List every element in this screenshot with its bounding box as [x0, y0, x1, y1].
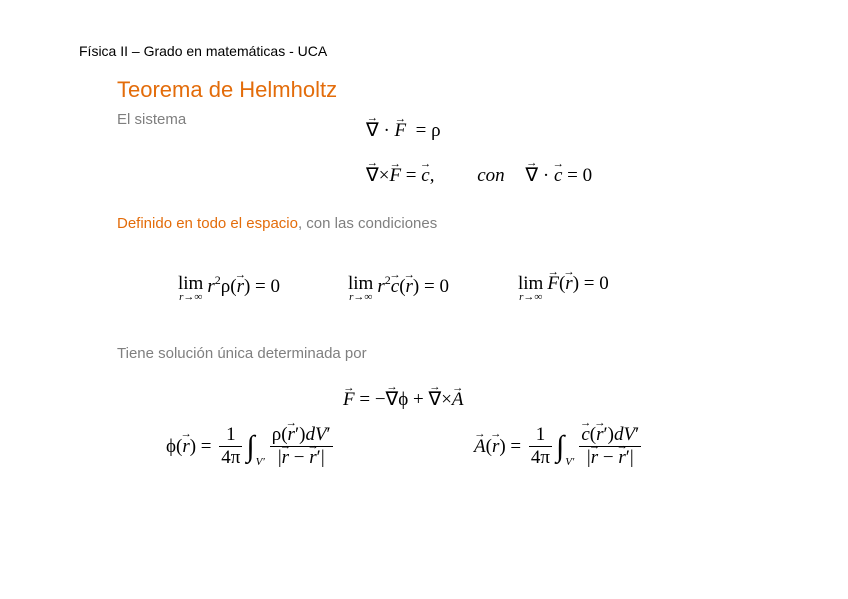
divergence-rhs: = ρ [410, 120, 441, 141]
integral-sign: ∫ [246, 429, 255, 463]
divergence-c-condition: → ∇ · → c = 0 [525, 165, 592, 186]
solution-text: Tiene solución única determinada por [117, 345, 367, 362]
limit-c: lim r→∞ $r^2\to c(\to r) = 0$ [348, 273, 449, 303]
F-symbol: → F [395, 120, 407, 142]
integral-sign: ∫ [555, 429, 565, 463]
phi-integral: ϕ(→ r) = $\frac{1}{4\pi}$ $\int_{V'}$ $\frac{\rho(\to r')dV'}{|\to r - \to r'|}$ [166, 424, 336, 469]
nabla-symbol: → ∇ [366, 119, 379, 142]
course-header: Física II – Grado en matemáticas - UCA [79, 43, 328, 59]
divergence-equation: → ∇ · → F = ρ [366, 119, 441, 142]
A-integral: → A(→ r) = $\frac{1}{4\pi}$ $\int_{V'}$ → $\frac{c(\to r')dV'}{|\to r - \to r'|}$ [474, 424, 644, 469]
limit-rho: lim r→∞ $r^2\rho(\to r) = 0$ [178, 273, 280, 303]
system-label: El sistema [117, 111, 187, 128]
defined-highlight: Definido en todo el espacio [117, 215, 298, 232]
definition-line [117, 215, 437, 232]
curl-equation: → ∇×→ F = → c, con → ∇ · → c = 0 [366, 164, 592, 187]
decomposition-equation: → F = −→ ∇ϕ + → ∇×→ A [343, 388, 464, 411]
limit-F: lim r→∞ → F(→ r) = 0 [518, 273, 609, 303]
defined-rest: , con las condiciones [297, 215, 438, 232]
slide-title: Teorema de Helmholtz [117, 77, 338, 102]
con-word: con [477, 165, 505, 186]
